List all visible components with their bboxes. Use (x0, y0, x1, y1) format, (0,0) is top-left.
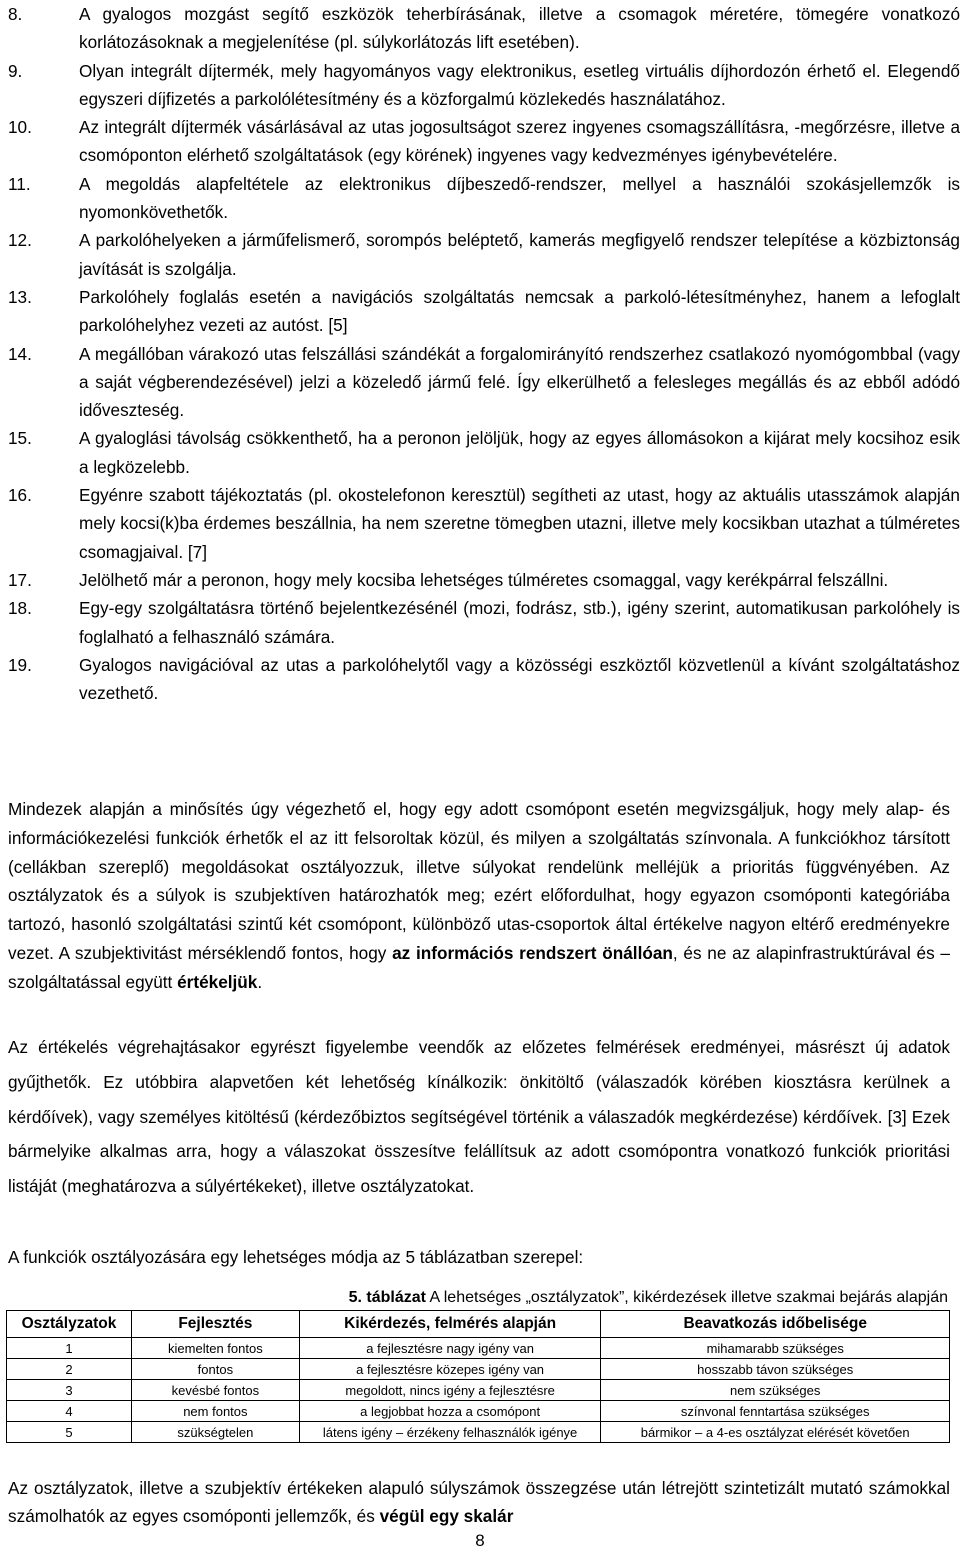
list-item (8, 170, 960, 227)
table-header-cell: Osztályzatok (7, 1311, 132, 1338)
table-cell: szükségtelen (131, 1422, 299, 1443)
list-item-text: A megállóban várakozó utas felszállási szándékát a forgalomirányító rendszerhez csatlakozó nyomógombbal (vagy a saját végberendezésével) jelzi a közeledő jármű felé. Így elkerülhető a felesleges megállás és az ebből adódó időveszteség. (79, 343, 960, 421)
emphasis-text: értékeljük (177, 971, 258, 992)
table-row (7, 1380, 950, 1401)
list-item (8, 226, 960, 283)
list-item-number: 9. (8, 60, 23, 81)
table-caption-label: 5. táblázat (348, 1289, 426, 1306)
table-header-cell: Fejlesztés (131, 1311, 299, 1338)
grading-table (6, 1310, 950, 1443)
paragraph-text: , és ne az alapinfrastruktúrával és –szolgáltatással együtt (8, 942, 950, 992)
paragraph-table-intro: A funkciók osztályozására egy lehetséges módja az 5 táblázatban szerepel: (8, 1247, 584, 1267)
list-item-text: Jelölhető már a peronon, hogy mely kocsiba lehetséges túlméretes csomaggal, vagy kerékpárral felszállni. (79, 569, 889, 590)
paragraph-rating-method (8, 795, 950, 997)
list-item-text: Egyénre szabott tájékoztatás (pl. okostelefonon keresztül) segítheti az utast, hogy az aktuális utasszámok alapján mely kocsi(k)ba érdemes beszállnia, ha nem szeretne tömegben utazni, illetve mely kocsikban utazhat a túlméretes csomagjaival. [7] (79, 485, 960, 562)
list-item-number: 15. (8, 428, 32, 449)
numbered-list (8, 0, 960, 707)
table-cell: mihamarabb szükséges (601, 1338, 950, 1359)
paragraph-text: Az osztályzatok, illetve a szubjektív értékeken alapuló súlyszámok összegzése után létrejött szintetizált mutató számokkal számolhatók az egyes csomóponti jellemzők, és (8, 1478, 950, 1526)
list-item (8, 283, 960, 340)
list-item (8, 113, 960, 170)
list-item (8, 651, 960, 708)
list-item-text: A parkolóhelyeken a járműfelismerő, sorompós beléptető, kamerás megfigyelő rendszer telepítése a közbiztonság javítását is szolgálja. (79, 230, 960, 279)
list-item-number: 11. (8, 173, 31, 194)
emphasis-text: végül egy skalár (379, 1506, 514, 1526)
list-item-text: A gyalogos mozgást segítő eszközök teherbírásának, illetve a csomagok méretére, tömegére vonatkozó korlátozásoknak a megjelenítése (pl. súlykorlátozás lift esetében). (79, 4, 960, 53)
paragraph-text: . (257, 971, 263, 992)
table-cell: színvonal fenntartása szükséges (601, 1401, 950, 1422)
table-cell: látens igény – érzékeny felhasználók igénye (299, 1422, 601, 1443)
list-item-number: 13. (8, 286, 32, 307)
table-caption (349, 1286, 948, 1310)
table-cell: 2 (7, 1359, 132, 1380)
table-cell: 5 (7, 1422, 132, 1443)
table-cell: a legjobbat hozza a csomópont (299, 1401, 601, 1422)
list-item-text: Az integrált díjtermék vásárlásával az utas jogosultságot szerez ingyenes csomagszállításra, -megőrzésre, illetve a csomóponton elérhető szolgáltatások (egy körének) ingyenes vagy kedvezményes igénybevételére. (79, 117, 960, 166)
table-cell: 3 (7, 1380, 132, 1401)
table-cell: kiemelten fontos (131, 1338, 299, 1359)
table-cell: hosszabb távon szükséges (601, 1359, 950, 1380)
list-item-text: A megoldás alapfeltétele az elektronikus díjbeszedő-rendszer, mellyel a használói szokásjellemzők is nyomonkövethetők. (79, 173, 960, 223)
list-item-number: 8. (8, 4, 23, 24)
table-row (7, 1359, 950, 1380)
table-header-row (7, 1311, 950, 1338)
table-header-cell: Beavatkozás időbelisége (601, 1311, 950, 1338)
list-item (8, 340, 960, 425)
list-item-text: Gyalogos navigációval az utas a parkolóhelytől vagy a közösségi eszköztől közvetlenül a kívánt szolgáltatáshoz vezethető. (79, 654, 960, 704)
paragraph-synthesis (8, 1474, 950, 1530)
list-item (8, 566, 960, 594)
table-cell: a fejlesztésre nagy igény van (299, 1338, 601, 1359)
list-item-number: 14. (8, 343, 32, 364)
table-row (7, 1422, 950, 1443)
table-header-cell: Kikérdezés, felmérés alapján (299, 1311, 601, 1338)
list-item-number: 19. (8, 654, 32, 675)
list-item-text: A gyaloglási távolság csökkenthető, ha a peronon jelöljük, hogy az egyes állomásokon a kijárat mely kocsihoz esik a legközelebb. (79, 428, 960, 477)
list-item-number: 10. (8, 117, 32, 138)
table-cell: kevésbé fontos (131, 1380, 299, 1401)
list-item-number: 12. (8, 230, 32, 251)
table-row (7, 1401, 950, 1422)
paragraph-text: Mindezek alapján a minősítés úgy végezhető el, hogy egy adott csomópont esetén megvizsgáljuk, hogy mely alap- és információkezelési funkciók érhetők el az itt felsoroltak közül, és milyen a szolgáltatás színvonala. A funkciókhoz társított (cellákban szereplő) megoldásokat osztályozzuk, illetve súlyokat rendelünk melléjük a prioritás függvényében. Az osztályzatok és a súlyok is szubjektíven határozhatók meg; ezért előfordulhat, hogy egyazon csomóponti kategóriába tartozó, hasonló szolgáltatási szintű két csomópont, különböző utas-csoportok által értékelve nagyon eltérő eredményekre vezet. A szubjektivitást mérséklendő fontos, hogy (8, 799, 950, 963)
list-item-number: 16. (8, 485, 32, 506)
table-cell: 4 (7, 1401, 132, 1422)
table-cell: a fejlesztésre közepes igény van (299, 1359, 601, 1380)
table-cell: fontos (131, 1359, 299, 1380)
list-item-number: 17. (8, 569, 32, 590)
table-cell: 1 (7, 1338, 132, 1359)
list-item (8, 594, 960, 651)
list-item-text: Egy-egy szolgáltatásra történő bejelentkezésénél (mozi, fodrász, stb.), igény szerint, automatikusan parkolóhely is foglalható a felhasználó számára. (79, 598, 960, 647)
paragraph-evaluation: Az értékelés végrehajtásakor egyrészt figyelembe veendők az előzetes felmérések eredményei, másrészt új adatok gyűjthetők. Ez utóbbira alapvetően két lehetőség kínálkozik: önkitöltő (válaszadók körében kiosztásra kerülnek a kérdőívek), vagy személyes kitöltésű (kérdezőbiztos segítségével történik a válaszadók megkérdezése) kérdőívek. [3] Ezek bármelyike alkalmas arra, hogy a válaszokat összesítve felállítsuk az adott csomópontra vonatkozó funkciók prioritási listáját (meghatározva a súlyértékeket), illetve osztályzatokat. (8, 1037, 950, 1197)
list-item (8, 481, 960, 566)
emphasis-text: az információs rendszert önállóan (392, 942, 673, 963)
table-cell: megoldott, nincs igény a fejlesztésre (299, 1380, 601, 1401)
table-cell: nem szükséges (601, 1380, 950, 1401)
table-row (7, 1338, 950, 1359)
table-cell: nem fontos (131, 1401, 299, 1422)
list-item (8, 57, 960, 114)
list-item-text: Parkolóhely foglalás esetén a navigációs szolgáltatás nemcsak a parkoló-létesítményhez, hanem a lefoglalt parkolóhelyhez vezeti az autóst. [5] (79, 286, 960, 336)
table-caption-text: A lehetséges „osztályzatok”, kikérdezések illetve szakmai bejárás alapján (425, 1289, 948, 1306)
list-item (8, 424, 960, 481)
list-item-text: Olyan integrált díjtermék, mely hagyományos vagy elektronikus, esetleg virtuális díjhordozón érhető el. Elegendő egyszeri díjfizetés a parkolólétesítmény és a közforgalmú közlekedés használatához. (79, 60, 960, 109)
page-number: 8 (475, 1531, 485, 1550)
list-item-number: 18. (8, 598, 32, 619)
table-cell: bármikor – a 4-es osztályzat elérését követően (601, 1422, 950, 1443)
list-item (8, 0, 960, 57)
